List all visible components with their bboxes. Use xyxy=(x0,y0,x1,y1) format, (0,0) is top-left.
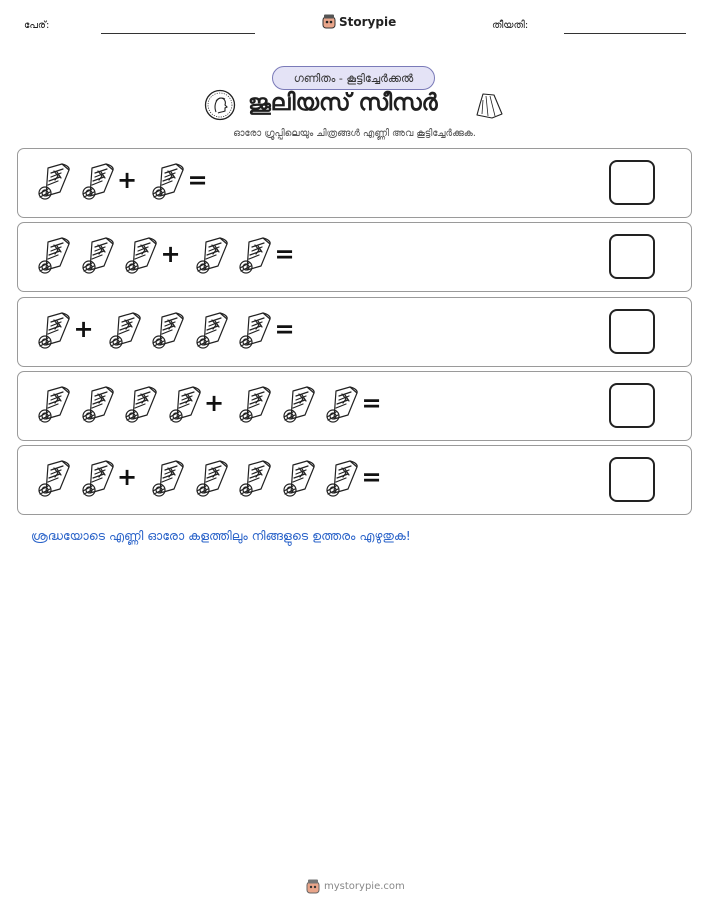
scroll-icon xyxy=(324,459,360,499)
scroll-icon xyxy=(237,236,273,276)
scroll-icon xyxy=(36,311,72,351)
scroll-icon xyxy=(194,236,230,276)
scroll-icon xyxy=(194,459,230,499)
plus-sign: + xyxy=(73,314,94,343)
scroll-icon xyxy=(123,385,159,425)
equals-sign: = xyxy=(361,463,382,492)
equals-sign: = xyxy=(274,314,295,343)
scroll-icon xyxy=(281,459,317,499)
answer-box[interactable] xyxy=(609,457,655,502)
problem-row xyxy=(17,148,692,218)
scroll-icon xyxy=(36,236,72,276)
answer-box[interactable] xyxy=(609,383,655,428)
scroll-icon xyxy=(324,385,360,425)
instruction-text: ഓരോ ഗ്രൂപ്പിലെയും ചിത്രങ്ങൾ എണ്ണി അവ കൂട്ടിച്ചേർക്കുക. xyxy=(233,128,476,139)
storypie-mascot-icon xyxy=(322,14,336,29)
problem-row xyxy=(17,445,692,515)
answer-box[interactable] xyxy=(609,234,655,279)
scroll-icon xyxy=(237,459,273,499)
scroll-icon xyxy=(107,311,143,351)
scroll-icon xyxy=(237,311,273,351)
plus-sign: + xyxy=(117,463,138,492)
scroll-icon xyxy=(80,236,116,276)
scroll-icon xyxy=(36,162,72,202)
equals-sign: = xyxy=(361,388,382,417)
date-line[interactable] xyxy=(564,33,686,34)
storypie-mascot-icon xyxy=(306,879,320,894)
plus-sign: + xyxy=(160,240,181,269)
toga-icon xyxy=(474,92,504,120)
footer-site: mystorypie.com xyxy=(324,881,405,892)
answer-box[interactable] xyxy=(609,160,655,205)
brand-name: Storypie xyxy=(339,14,397,29)
date-label: തീയതി: xyxy=(492,20,529,31)
scroll-icon xyxy=(150,311,186,351)
caesar-coin-icon xyxy=(204,89,236,121)
equals-sign: = xyxy=(187,166,208,194)
topic-badge: ഗണിതം - കൂട്ടിച്ചേർക്കൽ xyxy=(272,66,435,90)
problem-row xyxy=(17,297,692,367)
scroll-icon xyxy=(167,385,203,425)
scroll-icon xyxy=(150,459,186,499)
footer-message: ശ്രദ്ധയോടെ എണ്ണി ഓരോ കളത്തിലും നിങ്ങളുടെ ഉത്തരം എഴുതുക! xyxy=(31,528,411,543)
worksheet-header xyxy=(0,14,709,38)
scroll-icon xyxy=(80,385,116,425)
scroll-icon xyxy=(150,162,186,202)
name-line[interactable] xyxy=(101,33,255,34)
title-row xyxy=(0,88,709,126)
scroll-icon xyxy=(80,459,116,499)
scroll-icon xyxy=(36,459,72,499)
problem-row xyxy=(17,222,692,292)
scroll-icon xyxy=(80,162,116,202)
plus-sign: + xyxy=(204,388,225,417)
scroll-icon xyxy=(36,385,72,425)
equals-sign: = xyxy=(274,240,295,269)
answer-box[interactable] xyxy=(609,309,655,354)
scroll-icon xyxy=(281,385,317,425)
name-label: പേര്: xyxy=(24,20,50,31)
problem-row xyxy=(17,371,692,441)
page-title: ജൂലിയസ് സീസർ xyxy=(248,90,438,116)
footer xyxy=(306,879,405,894)
scroll-icon xyxy=(237,385,273,425)
scroll-icon xyxy=(194,311,230,351)
plus-sign: + xyxy=(117,166,138,194)
scroll-icon xyxy=(123,236,159,276)
brand-logo xyxy=(322,14,396,29)
